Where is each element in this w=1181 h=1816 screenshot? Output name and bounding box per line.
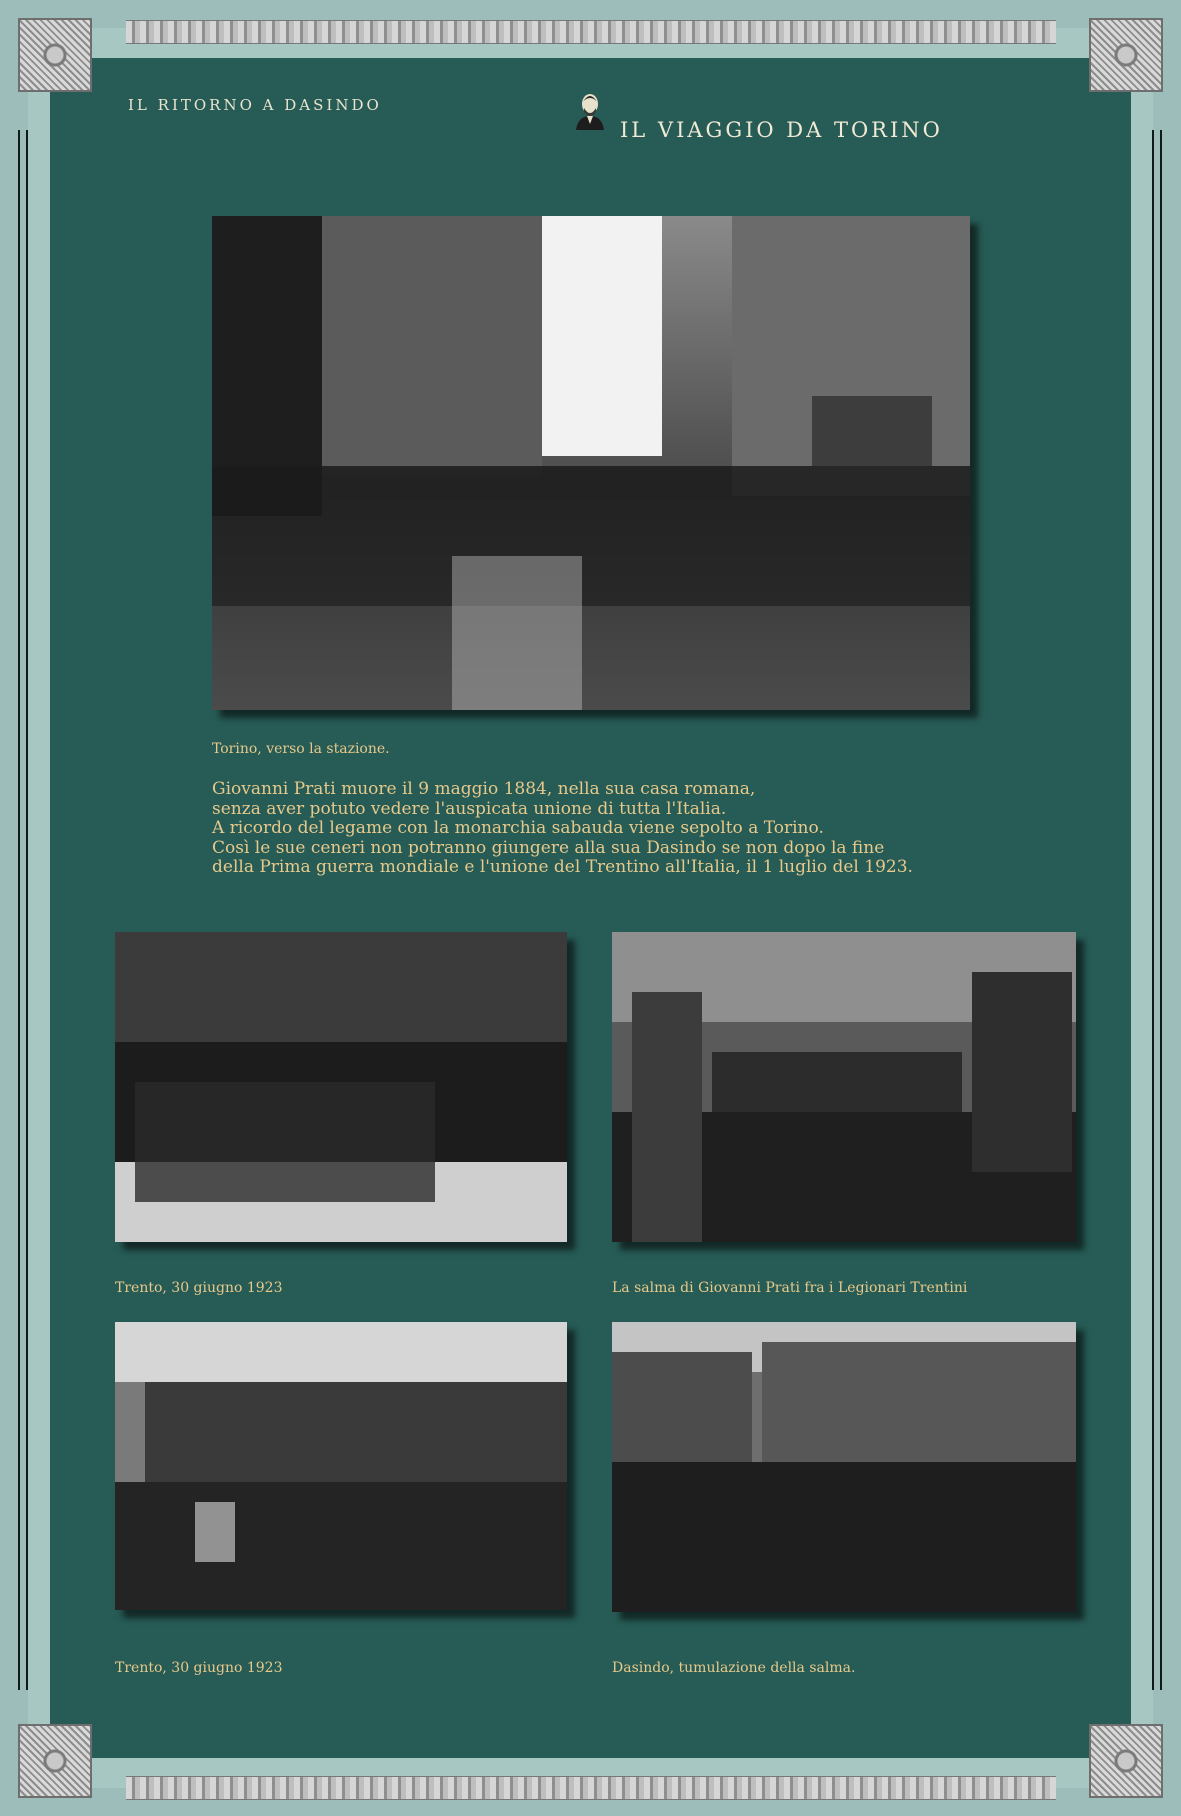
corner-ornament-top-right [1089,18,1163,92]
top-ornament-bar [126,20,1056,44]
photo-legionari [612,932,1076,1242]
intro-line: della Prima guerra mondiale e l'unione del Trentino all'Italia, il 1 luglio del 1923. [212,857,913,877]
caption-torino: Torino, verso la stazione. [212,741,390,757]
corner-ornament-bottom-right [1089,1724,1163,1798]
intro-paragraph [212,780,952,878]
right-side-line [1160,130,1162,1690]
portrait-icon [574,92,606,130]
page-title: IL VIAGGIO DA TORINO [620,118,943,142]
left-side-line [26,130,28,1690]
intro-line: A ricordo del legame con la monarchia sabauda viene sepolto a Torino. [212,818,824,838]
bottom-ornament-bar [126,1776,1056,1800]
left-side-line [18,130,20,1690]
intro-line: Così le sue ceneri non potranno giungere alla sua Dasindo se non dopo la fine [212,837,885,858]
photo-trento-procession [115,932,567,1242]
corner-ornament-top-left [18,18,92,92]
caption-trento-procession: Trento, 30 giugno 1923 [115,1280,283,1296]
intro-line: senza aver potuto vedere l'auspicata unione di tutta l'Italia. [212,798,727,819]
photo-torino-procession [212,216,970,710]
right-side-line [1152,130,1154,1690]
intro-line: Giovanni Prati muore il 9 maggio 1884, nella sua casa romana, [212,779,756,799]
caption-dasindo: Dasindo, tumulazione della salma. [612,1660,856,1676]
section-title: IL RITORNO A DASINDO [128,96,382,114]
caption-legionari: La salma di Giovanni Prati fra i Legionari Trentini [612,1280,968,1296]
corner-ornament-bottom-left [18,1724,92,1798]
photo-trento-train [115,1322,567,1610]
caption-trento-train: Trento, 30 giugno 1923 [115,1660,283,1676]
photo-dasindo [612,1322,1076,1612]
